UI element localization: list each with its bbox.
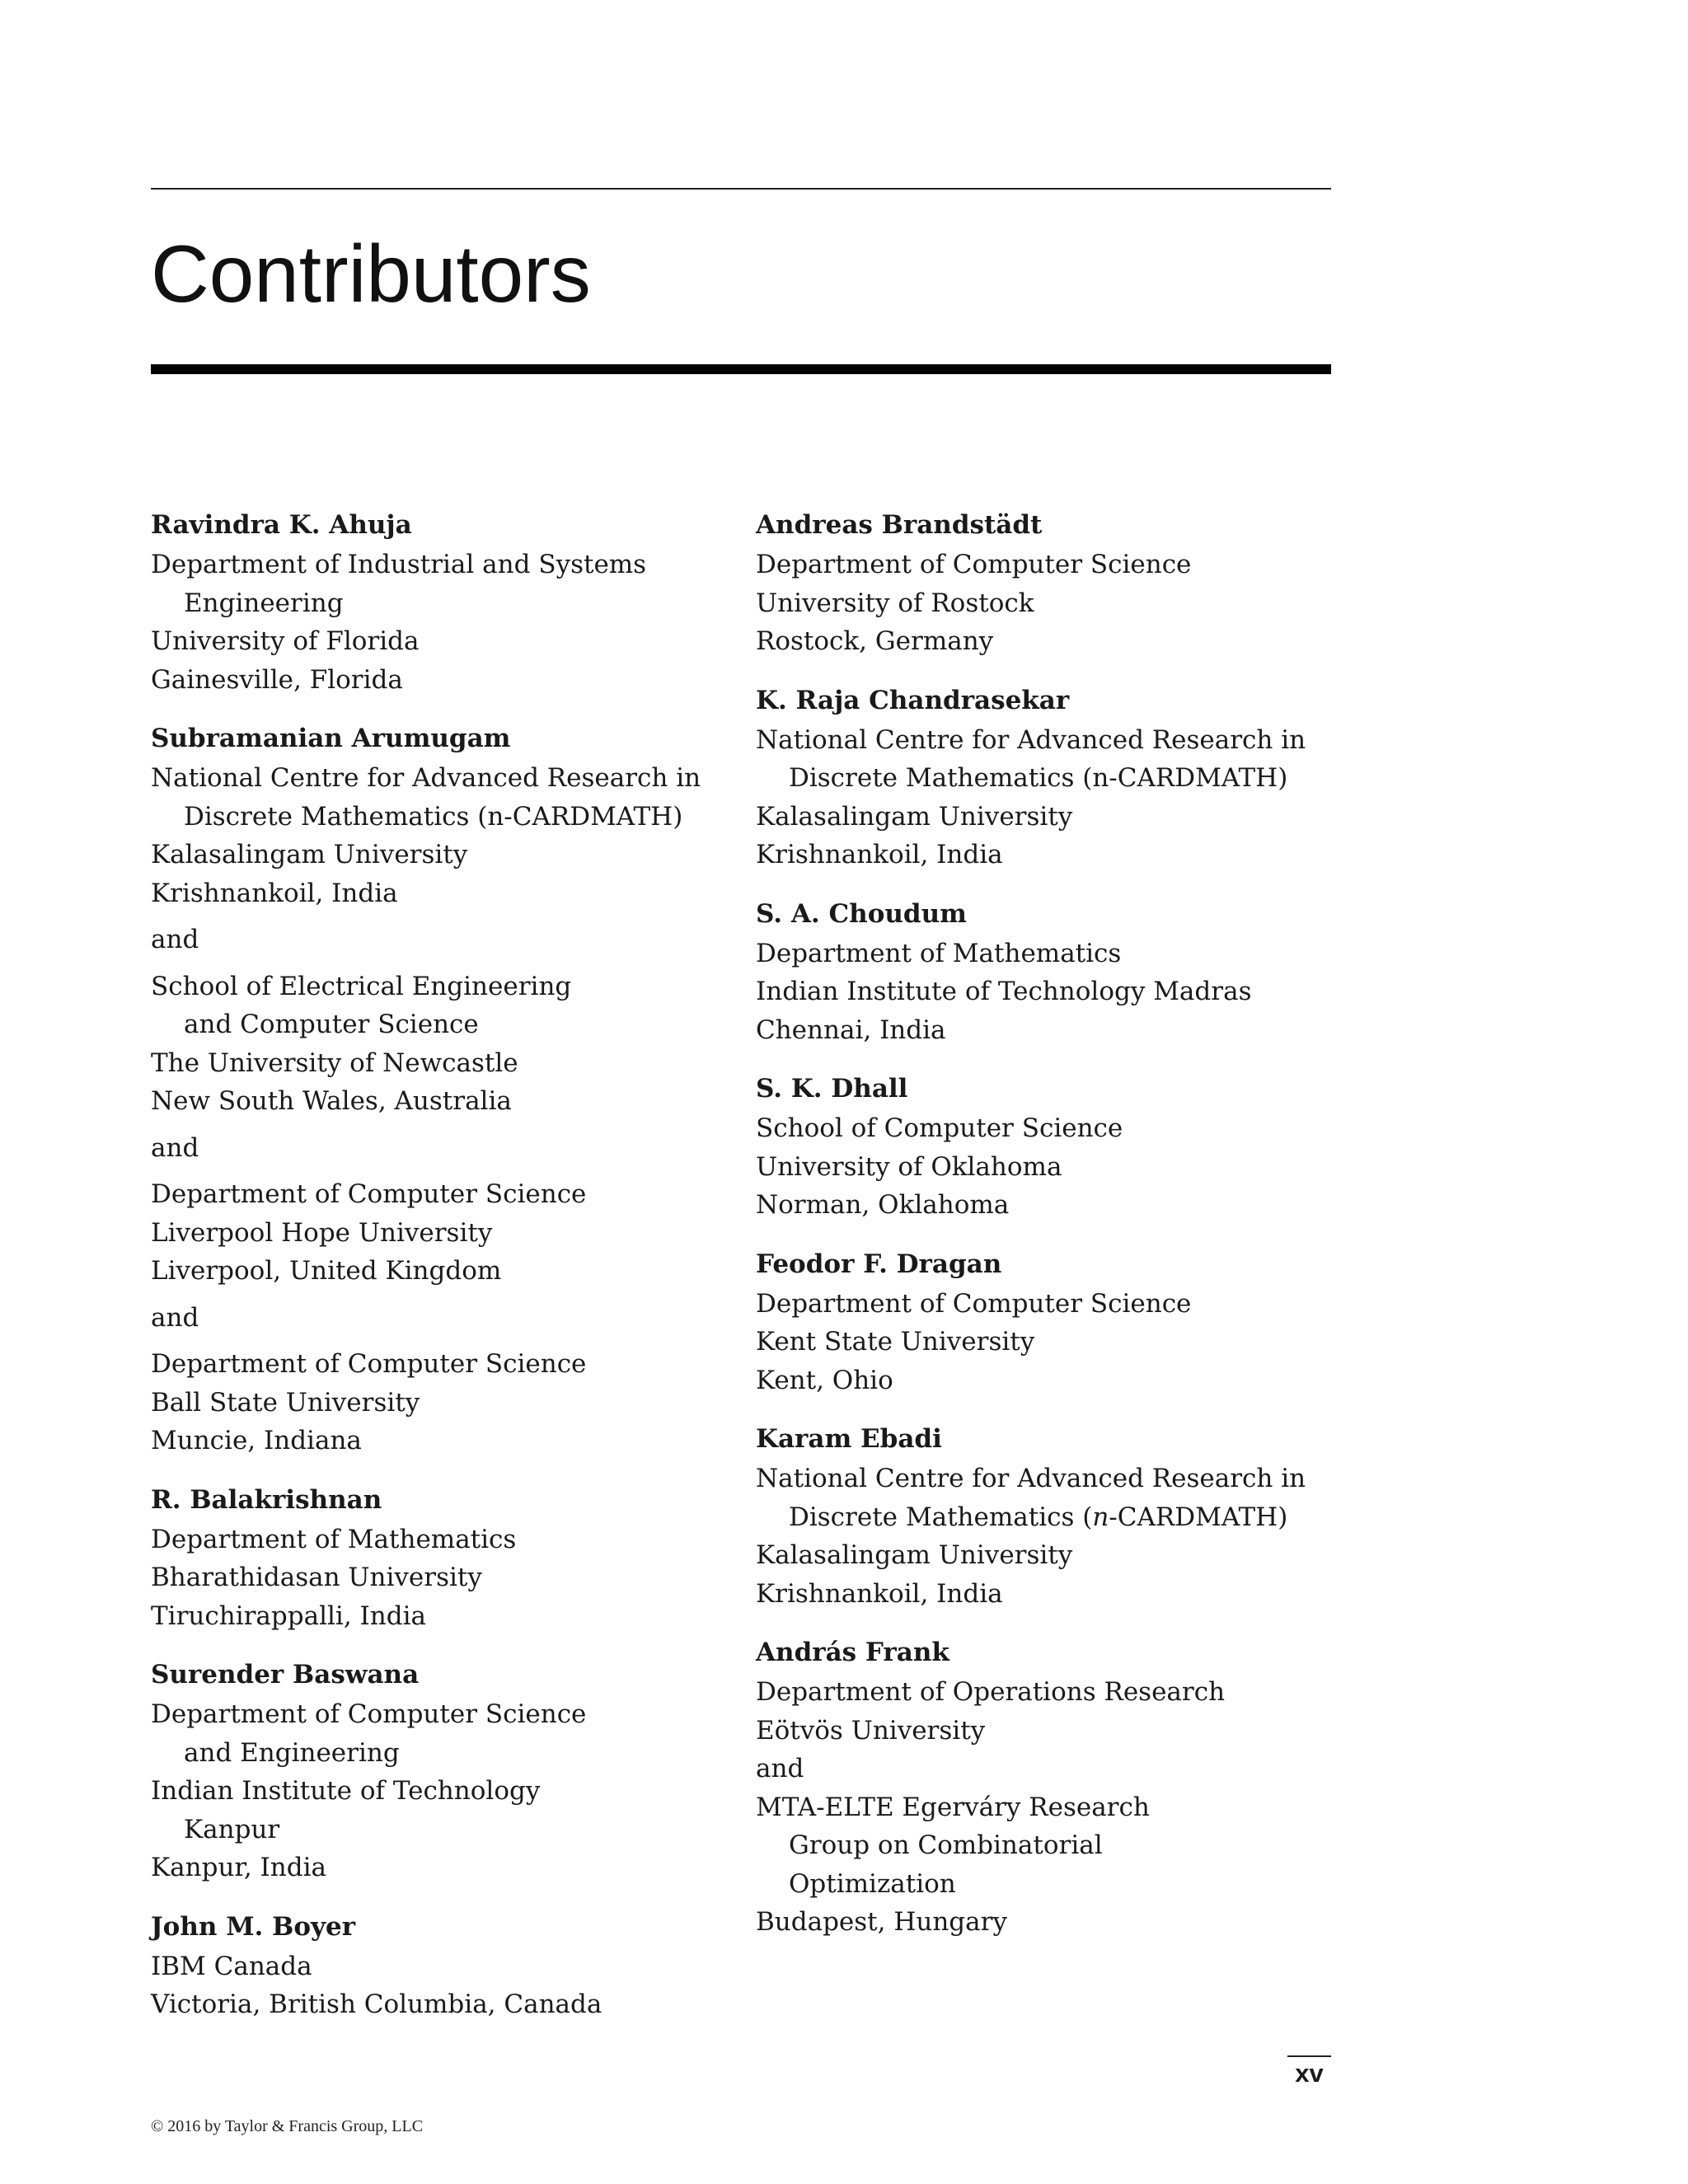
affiliation-line: Kalasalingam University [151, 840, 468, 869]
contributor-name: Ravindra K. Ahuja [151, 510, 412, 540]
affiliation-line: Group on Combinatorial [789, 1830, 1103, 1860]
affiliation-line: Kent, Ohio [756, 1365, 893, 1395]
affiliation-line: New South Wales, Australia [151, 1086, 512, 1116]
contributor-entry [756, 504, 1325, 661]
affiliation-line: University of Oklahoma [756, 1151, 1062, 1182]
contributor-name: Andreas Brandstädt [756, 510, 1043, 540]
affiliation-line: Department of Computer Science [756, 550, 1192, 579]
and-separator: and [151, 1132, 199, 1163]
affiliation-text: -CARDMATH) [1109, 1502, 1288, 1532]
affiliation-line [756, 1498, 1325, 1537]
affiliation-line: Kent State University [756, 1327, 1035, 1357]
affiliation-line: Krishnankoil, India [756, 840, 1003, 869]
and-separator: and [151, 925, 199, 954]
contributor-name: Feodor F. Dragan [756, 1249, 1002, 1279]
page-title: Contributors [151, 228, 591, 319]
affiliation-line: MTA-ELTE Egerváry Research [756, 1792, 1150, 1822]
affiliation-line: Kalasalingam University [756, 1540, 1073, 1570]
affiliation-line: National Centre for Advanced Research in [756, 724, 1306, 755]
affiliation-line: National Centre for Advanced Research in [151, 763, 701, 793]
contributor-entry [756, 893, 1325, 1050]
contributor-name: András Frank [756, 1638, 950, 1667]
contributor-name: K. Raja Chandrasekar [756, 685, 1070, 715]
affiliation-line: Liverpool, United Kingdom [151, 1256, 502, 1286]
contributor-entry [756, 1418, 1325, 1613]
affiliation-text: Discrete Mathematics ( [789, 1502, 1093, 1532]
affiliation-line: Budapest, Hungary [756, 1907, 1007, 1937]
affiliation-line: Department of Computer Science [151, 1699, 587, 1729]
affiliation-line: Rostock, Germany [756, 626, 994, 656]
affiliation-line: Kalasalingam University [756, 801, 1073, 832]
affiliation-line: Department of Computer Science [151, 1349, 587, 1379]
affiliation-line: Department of Computer Science [151, 1179, 587, 1209]
contributor-entry [756, 1068, 1325, 1225]
affiliation-line: University of Rostock [756, 588, 1034, 618]
affiliation-line: Department of Operations Research [756, 1677, 1226, 1707]
and-separator: and [151, 1302, 199, 1333]
contributor-name: R. Balakrishnan [151, 1484, 382, 1515]
affiliation-line: Kanpur, India [151, 1853, 326, 1882]
affiliation-line: School of Electrical Engineering [151, 971, 572, 1001]
affiliation-line: Discrete Mathematics (n-CARDMATH) [184, 801, 683, 832]
affiliation-line: Department of Computer Science [756, 1288, 1192, 1319]
contributor-entry [151, 718, 701, 1460]
affiliation-line: Gainesville, Florida [151, 664, 403, 695]
affiliation-line: Victoria, British Columbia, Canada [151, 1990, 603, 2019]
contributor-name: Subramanian Arumugam [151, 724, 511, 753]
title-underline-rule [151, 364, 1331, 374]
affiliation-line: The University of Newcastle [151, 1047, 518, 1078]
affiliation-line: Discrete Mathematics (n-CARDMATH) [789, 763, 1288, 793]
and-separator: and [756, 1754, 804, 1783]
top-rule [151, 188, 1331, 190]
affiliation-line: Department of Mathematics [756, 938, 1122, 968]
contributor-name: John M. Boyer [151, 1911, 356, 1942]
contributor-name: Karam Ebadi [756, 1424, 942, 1454]
contributor-entry [756, 680, 1325, 874]
affiliation-line: and Computer Science [184, 1010, 479, 1039]
affiliation-line: School of Computer Science [756, 1113, 1123, 1143]
contributor-entry [756, 1632, 1325, 1942]
affiliation-line: Ball State University [151, 1387, 420, 1418]
contributor-entry [151, 1906, 678, 2024]
affiliation-line: Optimization [789, 1868, 956, 1899]
affiliation-line: University of Florida [151, 626, 420, 656]
copyright-footer: © 2016 by Taylor & Francis Group, LLC [151, 2117, 424, 2135]
contributors-left-column [151, 504, 701, 2043]
affiliation-line: Department of Mathematics [151, 1524, 517, 1554]
affiliation-line: Chennai, India [756, 1015, 946, 1045]
contributor-entry [151, 1654, 678, 1887]
contributors-right-column [756, 504, 1325, 1961]
affiliation-line: Krishnankoil, India [151, 878, 398, 908]
page-number: xv [1287, 2055, 1331, 2088]
contributor-entry [151, 504, 678, 699]
affiliation-line: Tiruchirappalli, India [151, 1601, 426, 1631]
affiliation-line: Department of Industrial and Systems [151, 550, 647, 579]
contributor-entry [151, 1479, 678, 1636]
affiliation-line: Kanpur [184, 1814, 280, 1844]
contributor-name: S. A. Choudum [756, 898, 967, 929]
affiliation-line: and Engineering [184, 1737, 400, 1768]
affiliation-line: Indian Institute of Technology Madras [756, 977, 1252, 1006]
affiliation-line: Engineering [184, 588, 344, 618]
contributor-name: S. K. Dhall [756, 1074, 908, 1104]
affiliation-line: Eötvös University [756, 1715, 986, 1746]
affiliation-line: Bharathidasan University [151, 1563, 482, 1592]
affiliation-line: Norman, Oklahoma [756, 1190, 1010, 1220]
affiliation-line: Krishnankoil, India [756, 1578, 1003, 1609]
contributor-entry [756, 1244, 1325, 1400]
affiliation-line: Muncie, Indiana [151, 1426, 362, 1455]
italic-n: n [1092, 1502, 1109, 1532]
affiliation-line: IBM Canada [151, 1951, 312, 1981]
contributor-name: Surender Baswana [151, 1660, 420, 1690]
affiliation-line: Indian Institute of Technology [151, 1776, 541, 1806]
affiliation-line: National Centre for Advanced Research in [756, 1464, 1306, 1493]
affiliation-line: Liverpool Hope University [151, 1217, 493, 1248]
